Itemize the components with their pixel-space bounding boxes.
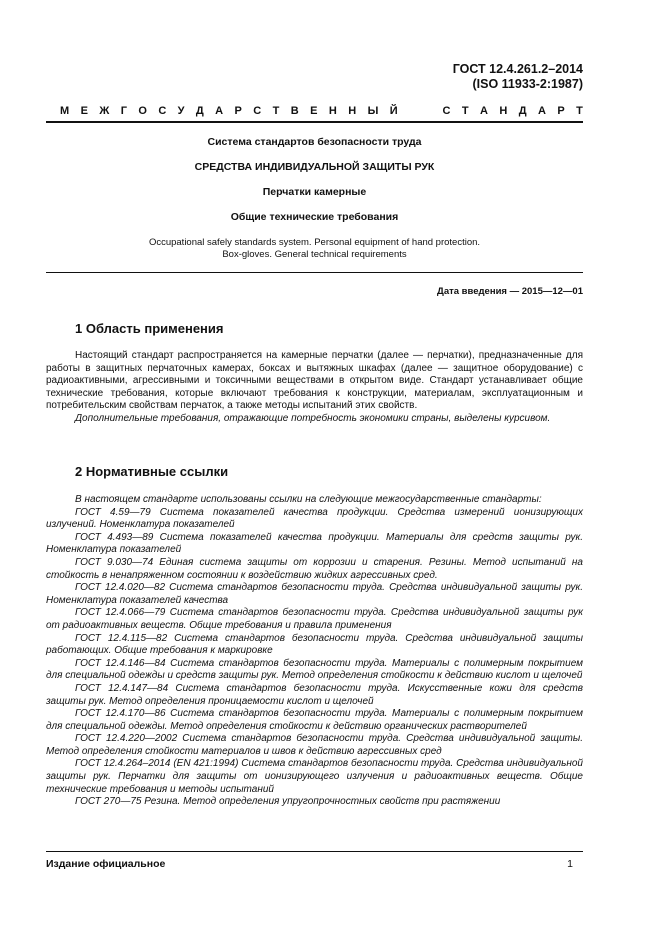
banner-letter: Ы	[367, 105, 379, 117]
section2-body	[46, 494, 583, 809]
header-rule	[46, 121, 583, 123]
normative-reference: ГОСТ 12.4.066—79 Система стандартов безопасности труда. Средства индивидуальной защиты рук от радиоактивных веществ. Общие требования и правила применения	[46, 607, 583, 631]
page-number: 1	[567, 858, 573, 870]
banner-word-gap	[409, 105, 431, 117]
official-edition-label: Издание официальное	[46, 858, 166, 870]
banner-letter: Н	[499, 105, 508, 117]
english-title-line1: Occupational safely standards system. Personal equipment of hand protection.	[148, 237, 481, 248]
normative-reference: ГОСТ 12.4.115—82 Система стандартов безопасности труда. Средства индивидуальной защиты работающих. Общие требования к маркировке	[46, 632, 583, 657]
gost-number: ГОСТ 12.4.261.2–2014	[452, 62, 583, 76]
banner-letter: Т	[576, 105, 583, 117]
banner-letter: М	[60, 105, 70, 117]
banner-letter: Д	[518, 105, 527, 117]
interstate-standard-banner	[60, 105, 583, 117]
section2-intro: В настоящем стандарте использованы ссылки на следующие межгосударственные стандарты:	[75, 494, 542, 505]
footer-rule	[46, 851, 583, 852]
normative-reference: ГОСТ 4.493—89 Система показателей качества продукции. Материалы для средств защиты рук. Номенклатура показателей	[46, 531, 583, 556]
banner-letter: У	[177, 105, 185, 117]
banner-letter: Т	[461, 105, 469, 117]
system-title: Система стандартов безопасности труда	[207, 136, 422, 148]
normative-reference: ГОСТ 12.4.020—82 Система стандартов безопасности труда. Средства индивидуальной защиты рук. Номенклатура показателей качества	[46, 582, 583, 606]
banner-letter: Т	[272, 105, 280, 117]
normative-reference: ГОСТ 12.4.170—86 Система стандартов безопасности труда. Материалы с полимерным покрытием для специальной одежды. Метод определения стойкости к действию органических растворителей	[46, 708, 583, 732]
english-title-line2: Box-gloves. General technical requirements	[222, 249, 407, 260]
banner-letter: Е	[80, 105, 88, 117]
gost-number-block	[453, 62, 583, 92]
normative-reference: ГОСТ 12.4.264–2014 (EN 421:1994) Система стандартов безопасности труда. Средства индивидуальной защиты рук. Перчатки для защиты от ионизирующего излучения и радиоактивных веществ. Общие технические требования и методы испытаний	[46, 758, 583, 795]
english-title	[46, 237, 583, 261]
main-title: СРЕДСТВА ИНДИВИДУАЛЬНОЙ ЗАЩИТЫ РУК	[194, 161, 435, 173]
banner-letter: В	[290, 105, 299, 117]
section2-heading: 2 Нормативные ссылки	[75, 464, 229, 479]
requirements-title: Общие технические требования	[230, 211, 399, 223]
normative-reference: ГОСТ 4.59—79 Система показателей качества продукции. Средства измерений ионизирующих излучений. Номенклатура показателей	[46, 506, 583, 531]
banner-letter: А	[215, 105, 224, 117]
subtitle: Перчатки камерные	[262, 186, 367, 198]
banner-letter: С	[158, 105, 167, 117]
banner-letter: С	[442, 105, 451, 117]
banner-letter: С	[253, 105, 262, 117]
section1-body	[46, 350, 583, 426]
normative-reference: ГОСТ 9.030—74 Единая система защиты от коррозии и старения. Резины. Метод испытаний на стойкость в ненапряженном состоянии к воздействию жидких агрессивных сред.	[46, 556, 583, 581]
banner-letter: Д	[195, 105, 204, 117]
section1-paragraph: Настоящий стандарт распространяется на камерные перчатки (далее — перчатки), предназначенные для работы в защитных перчаточных камерах, боксах и вытяжных шкафах (далее — защитное оборудование) с радиоактивными, агрессивными и токсичными веществами в открытом виде. Стандарт устанавливает общие технические требования, которые включают требования к конструкции, материалам, эксплуатационным и потребительским свойствам перчаток, а также методы испытаний этих свойств.	[46, 350, 583, 412]
banner-letter: О	[138, 105, 147, 117]
banner-letter: А	[480, 105, 488, 117]
normative-reference: ГОСТ 270—75 Резина. Метод определения упругопрочностных свойств при растяжении	[75, 796, 501, 808]
banner-letter: Н	[328, 105, 337, 117]
banner-letter: Н	[348, 105, 357, 117]
normative-reference: ГОСТ 12.4.220—2002 Система стандартов безопасности труда. Средства индивидуальной защиты. Метод определения стойкости материалов и швов к действию агрессивных сред	[46, 733, 583, 757]
normative-reference: ГОСТ 12.4.146—84 Система стандартов безопасности труда. Материалы с полимерным покрытием для специальной одежды и средств защиты рук. Метод определения стойкости к действию кислот и щелочей	[46, 657, 583, 682]
introduction-date: Дата введения — 2015—12—01	[437, 286, 583, 297]
iso-number: (ISO 11933-2:1987)	[472, 77, 583, 91]
banner-letter: Ж	[99, 105, 110, 117]
banner-letter: Й	[389, 105, 398, 117]
section1-heading: 1 Область применения	[75, 321, 224, 336]
banner-letter: Г	[120, 105, 127, 117]
banner-letter: Р	[557, 105, 565, 117]
normative-reference: ГОСТ 12.4.147—84 Система стандартов безопасности труда. Искусственные кожи для средств защиты рук. Метод определения проницаемости кислот и щелочей	[46, 682, 583, 707]
banner-letter: Р	[234, 105, 242, 117]
title-rule	[46, 272, 583, 273]
banner-letter: Е	[310, 105, 318, 117]
section1-italic-note: Дополнительные требования, отражающие потребность экономики страны, выделены курсивом.	[75, 412, 551, 424]
banner-letter: А	[537, 105, 546, 117]
